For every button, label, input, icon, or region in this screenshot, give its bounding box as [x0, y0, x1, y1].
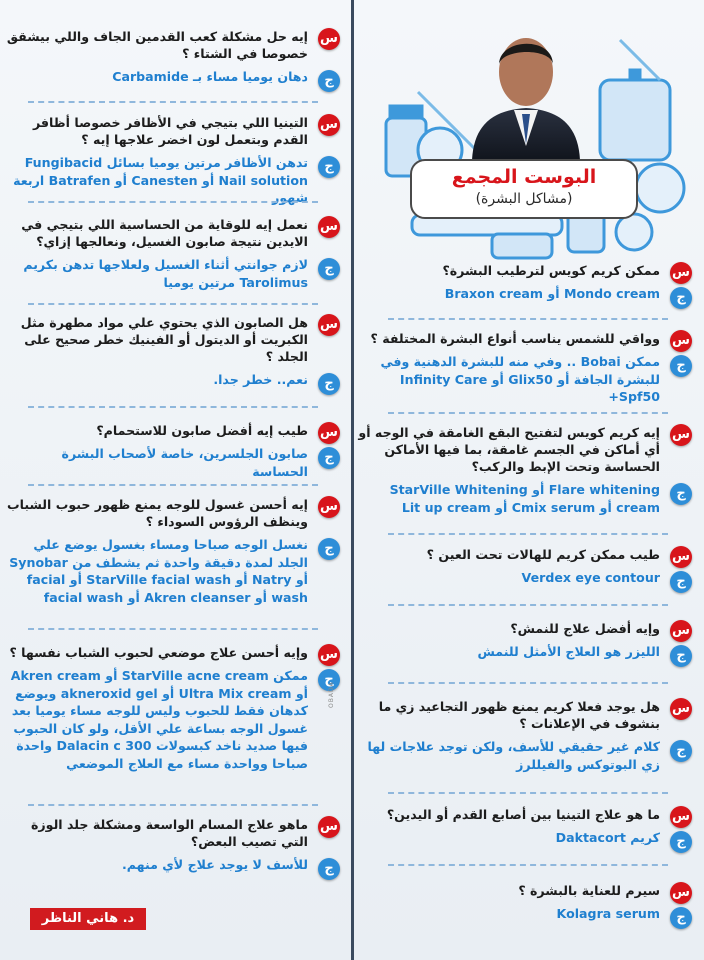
answer-badge: ج: [670, 831, 692, 853]
question-badge: س: [318, 314, 340, 336]
answer-text: Verdex eye contour: [521, 570, 660, 585]
answer-badge: ج: [318, 669, 340, 691]
separator: [388, 792, 668, 794]
qa-item: [6, 644, 340, 772]
question-badge: س: [670, 262, 692, 284]
qa-item: [358, 424, 692, 516]
answer-badge: ج: [318, 858, 340, 880]
qa-item: [358, 806, 692, 847]
question-text: إيه حل مشكلة كعب القدمين الجاف واللي بيشقق خصوصا في الشتاء ؟: [6, 29, 308, 61]
question-badge: س: [670, 620, 692, 642]
answer-badge: ج: [670, 287, 692, 309]
separator: [28, 201, 318, 203]
answer-badge: ج: [670, 355, 692, 377]
watermark-text: OBADA: [328, 681, 335, 708]
question-badge: س: [318, 28, 340, 50]
answer-text: صابون الجلسرين، خاصة لأصحاب البشرة الحساسة: [61, 446, 308, 479]
question-badge: س: [318, 422, 340, 444]
answer-badge: ج: [318, 447, 340, 469]
answer-badge: ج: [318, 373, 340, 395]
question-badge: س: [670, 546, 692, 568]
question-text: طيب إيه أفضل صابون للاستحمام؟: [96, 423, 308, 438]
answer-text: نعم.. خطر جدا.: [213, 372, 308, 387]
separator: [28, 406, 318, 408]
question-badge: س: [670, 806, 692, 828]
question-text: ممكن كريم كويس لترطيب البشرة؟: [442, 263, 660, 278]
header-banner: [372, 10, 688, 265]
answer-text: Mondo cream أو Braxon cream: [444, 286, 660, 301]
question-text: وإيه أحسن علاج موضعي لحبوب الشباب نفسها ؟: [9, 645, 308, 660]
answer-text: Kolagra serum: [556, 906, 660, 921]
answer-text: نغسل الوجه صباحا ومساء بغسول يوضع علي الجلد لمدة دقيقة واحدة ثم يشطف من Synobar أو Natry أو StarVille facial wash أو facial wash أو Akren cleanser أو facial wash: [9, 537, 308, 605]
question-badge: س: [670, 882, 692, 904]
question-text: طيب ممكن كريم للهالات تحت العين ؟: [426, 547, 660, 562]
question-text: إيه كريم كويس لتفتيح البقع الغامقة في الوجه أو أي أماكن في الجسم غامقة، بما فيها الأماكن الحساسة وتحت الإبط والركب؟: [358, 425, 660, 474]
separator: [388, 682, 668, 684]
question-text: نعمل إيه للوقاية من الحساسية اللي بتيجي في الايدين نتيجة صابون الغسيل، ونعالجها إزاي؟: [21, 217, 308, 249]
question-text: ما هو علاج التينيا بين أصابع القدم أو اليدين؟: [386, 807, 660, 822]
question-badge: س: [670, 330, 692, 352]
question-text: سيرم للعناية بالبشرة ؟: [518, 883, 660, 898]
answer-badge: ج: [670, 907, 692, 929]
answer-badge: ج: [318, 538, 340, 560]
question-badge: س: [318, 496, 340, 518]
separator: [28, 484, 318, 486]
answer-badge: ج: [318, 70, 340, 92]
answer-text: لازم جوانتي أثناء الغسيل ولعلاجها تدهن بكريم Tarolimus مرتين يوميا: [23, 257, 308, 290]
question-text: وإيه أفضل علاج للنمش؟: [510, 621, 660, 636]
question-text: ماهو علاج المسام الواسعة ومشكلة جلد الوزة التي تصيب البعض؟: [30, 817, 308, 849]
question-badge: س: [318, 216, 340, 238]
separator: [28, 101, 318, 103]
separator: [28, 804, 318, 806]
qa-item: [358, 620, 692, 661]
answer-text: دهان يوميا مساء بـ Carbamide: [112, 69, 308, 84]
question-badge: س: [670, 698, 692, 720]
qa-item: [6, 216, 340, 291]
qa-item: [6, 314, 340, 389]
separator: [388, 412, 668, 414]
question-text: إيه أحسن غسول للوجه يمنع ظهور حبوب الشباب وينظف الرؤوس السوداء ؟: [6, 497, 308, 529]
separator: [388, 864, 668, 866]
question-text: هل يوجد فعلا كريم يمنع ظهور التجاعيد زي ما بنشوف في الإعلانات ؟: [378, 699, 660, 731]
question-badge: س: [670, 424, 692, 446]
question-badge: س: [318, 816, 340, 838]
column-divider: [351, 0, 354, 960]
qa-item: [6, 114, 340, 207]
qa-item: [358, 698, 692, 773]
answer-badge: ج: [670, 740, 692, 762]
question-badge: س: [318, 644, 340, 666]
qa-item: [358, 330, 692, 406]
separator: [388, 318, 668, 320]
qa-item: [358, 262, 692, 303]
separator: [28, 303, 318, 305]
question-text: وواقي للشمس يناسب أنواع البشرة المختلفة ؟: [370, 331, 660, 346]
question-text: التينيا اللي بتيجي في الأظافر خصوصا أظافر القدم وبتعمل لون اخضر علاجها إيه ؟: [32, 115, 308, 147]
qa-item: [358, 882, 692, 923]
answer-badge: ج: [670, 483, 692, 505]
doctor-photo: [468, 18, 584, 160]
qa-item: [6, 28, 340, 86]
answer-text: للأسف لا يوجد علاج لأي منهم.: [121, 857, 308, 872]
page-title: البوست المجمع: [451, 166, 597, 188]
separator: [28, 628, 318, 630]
qa-item: [6, 496, 340, 606]
answer-badge: ج: [318, 156, 340, 178]
answer-text: Flare whitening أو StarVille Whitening cream أو Cmix serum أو Lit up cream: [389, 482, 660, 515]
answer-badge: ج: [318, 258, 340, 280]
separator: [388, 533, 668, 535]
answer-badge: ج: [670, 571, 692, 593]
answer-text: كلام غير حقيقي للأسف، ولكن توجد علاجات لها زي البوتوكس والفيللرز: [367, 739, 660, 772]
signature-badge: د. هاني الناظر: [30, 908, 146, 930]
title-box: [409, 158, 639, 220]
answer-text: ممكن Bobai .. وفي منه للبشرة الدهنية وفي للبشرة الجافة أو Glix50 أو Infinity Care Spf50+: [380, 354, 660, 404]
answer-text: الليزر هو العلاج الأمثل للنمش: [477, 644, 660, 659]
answer-badge: ج: [670, 645, 692, 667]
qa-item: [6, 422, 340, 480]
separator: [388, 604, 668, 606]
qa-item: [6, 816, 340, 874]
question-badge: س: [318, 114, 340, 136]
answer-text: ممكن StarVille acne cream أو Akren cream أو Ultra Mix cream أو akneroxid gel ويوضع كدهان فقط للحبوب وليس للوجه مساء يوميا بعد غسول الوجه بساعة علي الأقل، ولو كان الحبوب فيها صديد ناخد كبسولات Dalacin c 300 واحدة صباحا وواحدة مساء مع العلاج الموضعي: [10, 668, 308, 771]
answer-text: كريم Daktacort: [555, 830, 660, 845]
qa-item: [358, 546, 692, 587]
page-subtitle: (مشاكل البشرة): [475, 191, 573, 207]
answer-text: تدهن الأظافر مرتين يوميا بسائل Fungibacid Nail solution أو Canesten أو Batrafen اربعة شهور: [13, 155, 308, 205]
question-text: هل الصابون الذي يحتوي علي مواد مطهرة مثل الكبريت أو الديتول أو الفينيك خطر صحيح على الجلد ؟: [20, 315, 308, 364]
